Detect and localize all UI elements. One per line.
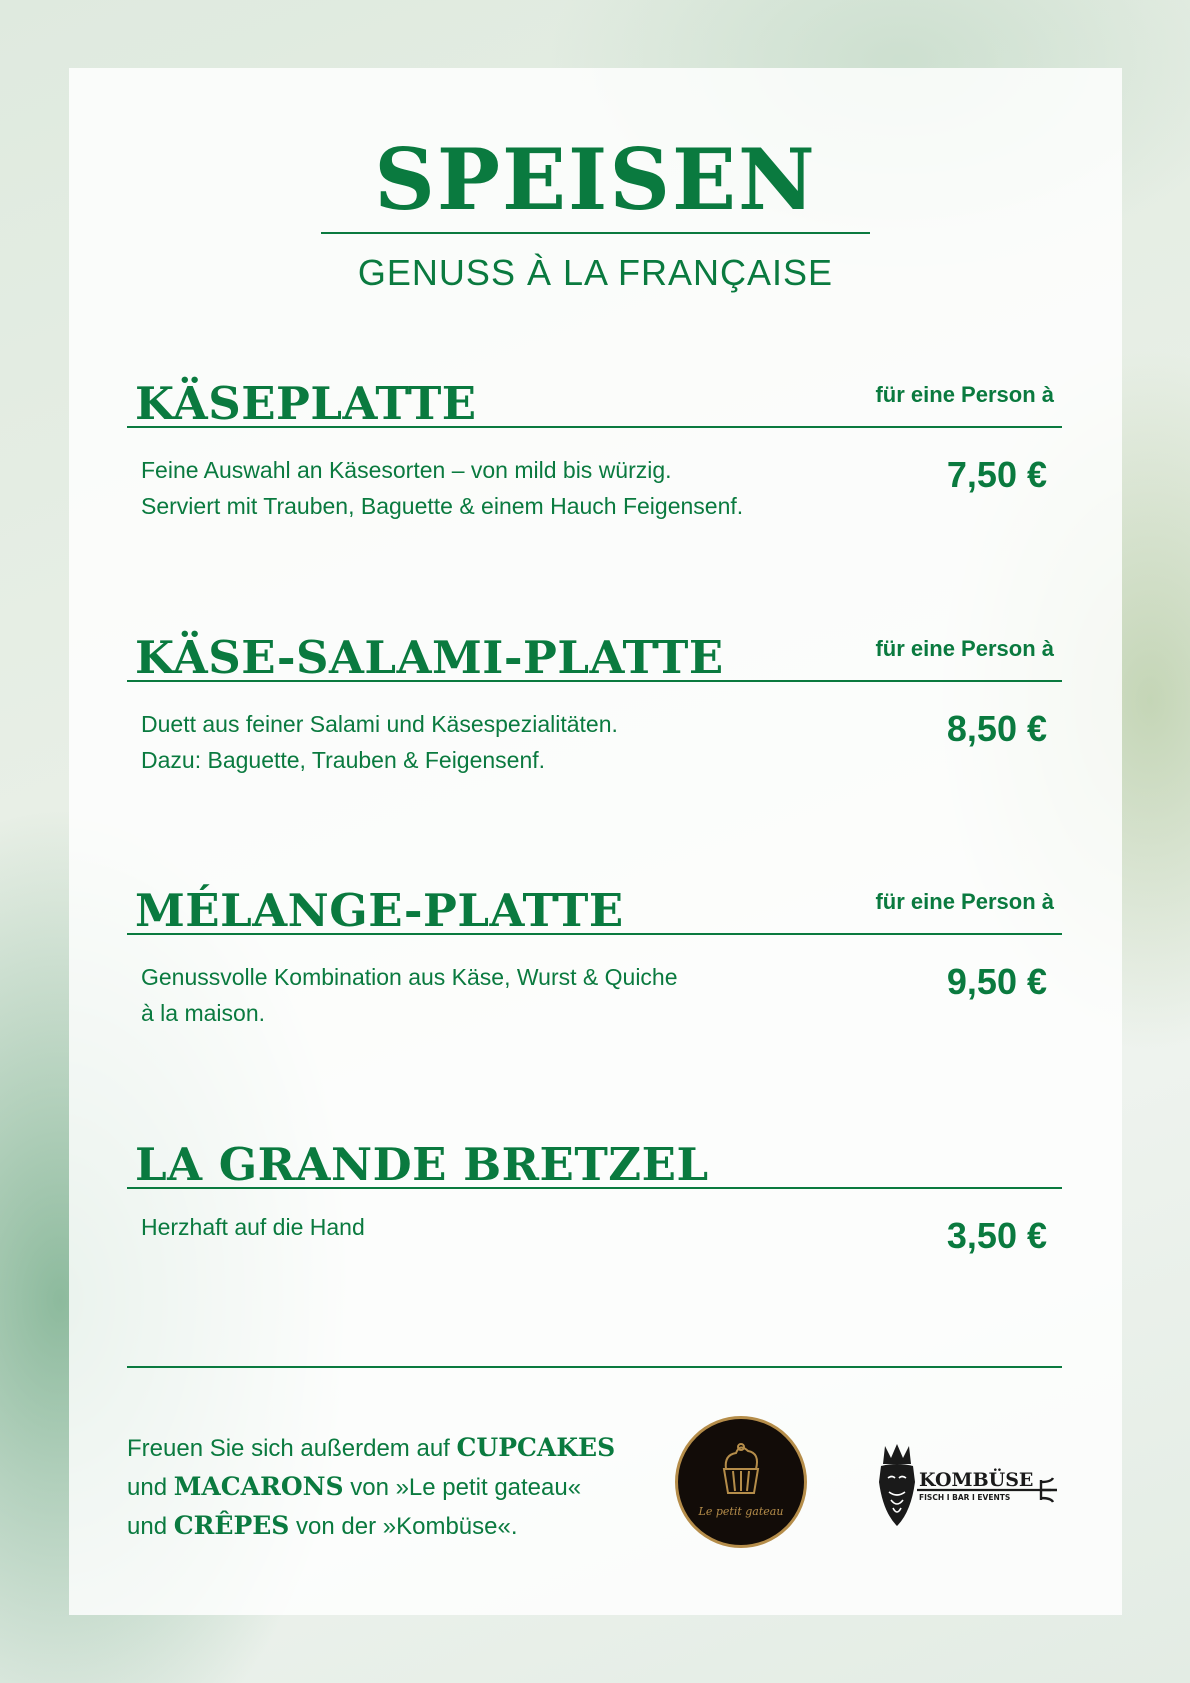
footer-text: und	[127, 1513, 174, 1540]
menu-panel	[69, 68, 1122, 1615]
svg-text:KOMBÜSE: KOMBÜSE	[919, 1469, 1034, 1491]
description-line: Herzhaft auf die Hand	[141, 1214, 365, 1240]
footer-text: Freuen Sie sich außerdem auf	[127, 1435, 457, 1462]
menu-item-header	[127, 628, 1062, 682]
menu-item-price: 7,50 €	[946, 454, 1047, 495]
description-line: Duett aus feiner Salami und Käsespezialitäten.	[141, 711, 618, 737]
per-person-label: für eine Person à	[875, 889, 1054, 914]
svg-text:FISCH I BAR I EVENTS: FISCH I BAR I EVENTS	[919, 1493, 1011, 1502]
menu-item-kaese-salami-platte	[127, 628, 1062, 773]
description-line: Dazu: Baguette, Trauben & Feigensenf.	[141, 747, 546, 773]
menu-item-description	[141, 959, 678, 1031]
neptune-trident-icon	[855, 1438, 1060, 1533]
footer-text: und	[127, 1474, 174, 1501]
description-line: Genussvolle Kombination aus Käse, Wurst & Quiche	[141, 964, 678, 990]
menu-item-name: KÄSEPLATTE	[135, 377, 477, 430]
title-divider	[321, 232, 870, 234]
menu-item-description	[141, 452, 743, 524]
per-person-label: für eine Person à	[875, 636, 1054, 661]
menu-item-la-grande-bretzel	[127, 1135, 1062, 1256]
menu-item-name: LA GRANDE BRETZEL	[135, 1138, 709, 1191]
menu-item-price: 8,50 €	[946, 708, 1047, 749]
footer-highlight-cupcakes: CUPCAKES	[456, 1433, 616, 1462]
footer-line	[127, 1468, 615, 1507]
menu-item-header	[127, 374, 1062, 428]
menu-item-header	[127, 1135, 1062, 1189]
footer-line	[127, 1507, 615, 1546]
footer-note	[127, 1429, 615, 1546]
footer-line	[127, 1429, 615, 1468]
menu-item-kaeseplatte	[127, 374, 1062, 519]
menu-item-price: 3,50 €	[946, 1215, 1047, 1256]
cupcake-icon	[678, 1419, 804, 1545]
footer-text: von »Le petit gateau«	[343, 1474, 582, 1501]
menu-item-description	[141, 706, 618, 778]
kombuse-logo	[855, 1438, 1060, 1533]
footer-text: von der »Kombüse«.	[289, 1513, 518, 1540]
description-line: Serviert mit Trauben, Baguette & einem Hauch Feigensenf.	[141, 493, 744, 519]
footer-highlight-macarons: MACARONS	[173, 1472, 344, 1501]
menu-item-description	[141, 1209, 365, 1245]
le-petit-gateau-logo	[675, 1416, 807, 1548]
page-subtitle: GENUSS À LA FRANÇAISE	[357, 252, 834, 293]
description-line: Feine Auswahl an Käsesorten – von mild bis würzig.	[141, 457, 672, 483]
page-title: SPEISEN	[374, 130, 817, 229]
footer-highlight-crepes: CRÊPES	[173, 1511, 290, 1540]
svg-text:Le petit gateau: Le petit gateau	[698, 1505, 784, 1518]
menu-item-name: MÉLANGE-PLATTE	[135, 884, 624, 937]
description-line: à la maison.	[141, 1000, 266, 1026]
per-person-label: für eine Person à	[875, 382, 1054, 407]
menu-item-name: KÄSE-SALAMI-PLATTE	[135, 631, 724, 684]
menu-item-header	[127, 881, 1062, 935]
menu-item-melange-platte	[127, 881, 1062, 1026]
footer-divider	[127, 1366, 1062, 1368]
menu-item-price: 9,50 €	[946, 961, 1047, 1002]
